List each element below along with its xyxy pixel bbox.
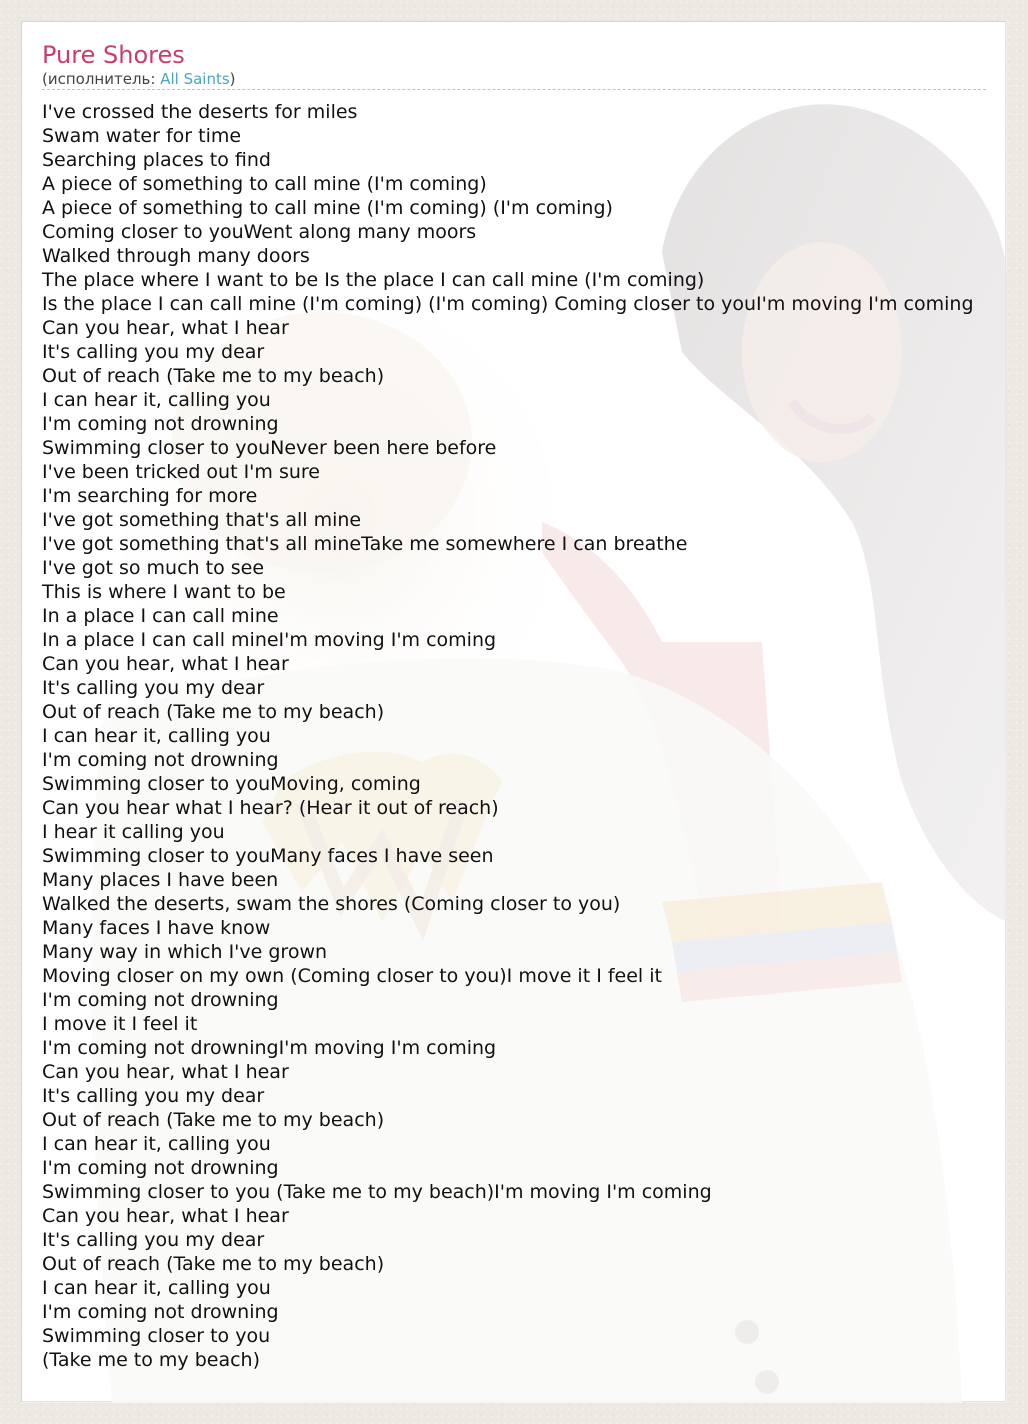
lyric-line: It's calling you my dear (42, 1229, 265, 1251)
lyric-line: Searching places to find (42, 149, 271, 171)
lyric-line: I'm coming not drowning (42, 1157, 279, 1179)
lyric-line: Walked the deserts, swam the shores (Coming closer to you) (42, 893, 621, 915)
lyric-line: Coming closer to youWent along many moors (42, 221, 477, 243)
lyric-line: It's calling you my dear (42, 341, 265, 363)
artist-suffix: ) (229, 70, 236, 88)
lyric-line: I move it I feel it (42, 1013, 198, 1035)
lyric-line: Is the place I can call mine (I'm coming) (I'm coming) Coming closer to youI'm moving I'm coming (42, 293, 974, 315)
lyric-line: I'm coming not drowningI'm moving I'm coming (42, 1037, 497, 1059)
title-divider (42, 89, 986, 90)
lyric-line: Many way in which I've grown (42, 941, 328, 963)
lyric-line: I'm coming not drowning (42, 989, 279, 1011)
lyric-line: I can hear it, calling you (42, 1133, 271, 1155)
lyric-line: I can hear it, calling you (42, 389, 271, 411)
lyric-line: Walked through many doors (42, 245, 310, 267)
lyric-line: In a place I can call mineI'm moving I'm coming (42, 629, 497, 651)
lyric-line: I've got something that's all mineTake me somewhere I can breathe (42, 533, 688, 555)
lyric-line: I hear it calling you (42, 821, 225, 843)
lyric-line: Can you hear, what I hear (42, 317, 289, 339)
lyrics-body (42, 100, 1028, 1372)
lyric-line: I can hear it, calling you (42, 725, 271, 747)
lyric-line: Swimming closer to youMany faces I have seen (42, 845, 494, 867)
artist-line (42, 69, 236, 89)
lyric-line: Many places I have been (42, 869, 279, 891)
lyric-line: Can you hear, what I hear (42, 1061, 289, 1083)
lyric-line: Swam water for time (42, 125, 242, 147)
lyric-line: Out of reach (Take me to my beach) (42, 1109, 385, 1131)
song-title: Pure Shores (42, 41, 185, 69)
artist-prefix: (исполнитель: (42, 70, 161, 88)
artist-link[interactable]: All Saints (160, 70, 230, 88)
lyric-line: I'm coming not drowning (42, 749, 279, 771)
lyric-line: (Take me to my beach) (42, 1349, 261, 1371)
lyric-line: Can you hear, what I hear (42, 1205, 289, 1227)
lyric-line: In a place I can call mine (42, 605, 279, 627)
lyric-line: Swimming closer to youMoving, coming (42, 773, 421, 795)
lyric-line: I've got so much to see (42, 557, 265, 579)
lyric-line: Out of reach (Take me to my beach) (42, 1253, 385, 1275)
lyric-line: Swimming closer to youNever been here before (42, 437, 497, 459)
lyric-line: I've crossed the deserts for miles (42, 101, 358, 123)
lyric-line: I can hear it, calling you (42, 1277, 271, 1299)
lyric-line: Can you hear, what I hear (42, 653, 289, 675)
lyric-line: Swimming closer to you (42, 1325, 271, 1347)
lyric-line: Moving closer on my own (Coming closer to you)I move it I feel it (42, 965, 662, 987)
lyric-line: The place where I want to be Is the place I can call mine (I'm coming) (42, 269, 705, 291)
lyric-line: Many faces I have know (42, 917, 271, 939)
lyric-line: A piece of something to call mine (I'm coming) (I'm coming) (42, 197, 613, 219)
lyric-line: I'm searching for more (42, 485, 258, 507)
lyrics-page (21, 21, 1006, 1402)
lyric-line: I'm coming not drowning (42, 1301, 279, 1323)
lyric-line: I've got something that's all mine (42, 509, 362, 531)
lyric-line: Out of reach (Take me to my beach) (42, 365, 385, 387)
lyric-line: It's calling you my dear (42, 677, 265, 699)
lyric-line: I've been tricked out I'm sure (42, 461, 320, 483)
lyric-line: Out of reach (Take me to my beach) (42, 701, 385, 723)
lyric-line: Can you hear what I hear? (Hear it out of reach) (42, 797, 499, 819)
lyric-line: A piece of something to call mine (I'm coming) (42, 173, 487, 195)
lyric-line: This is where I want to be (42, 581, 286, 603)
lyric-line: Swimming closer to you (Take me to my beach)I'm moving I'm coming (42, 1181, 712, 1203)
lyric-line: It's calling you my dear (42, 1085, 265, 1107)
lyric-line: I'm coming not drowning (42, 413, 279, 435)
